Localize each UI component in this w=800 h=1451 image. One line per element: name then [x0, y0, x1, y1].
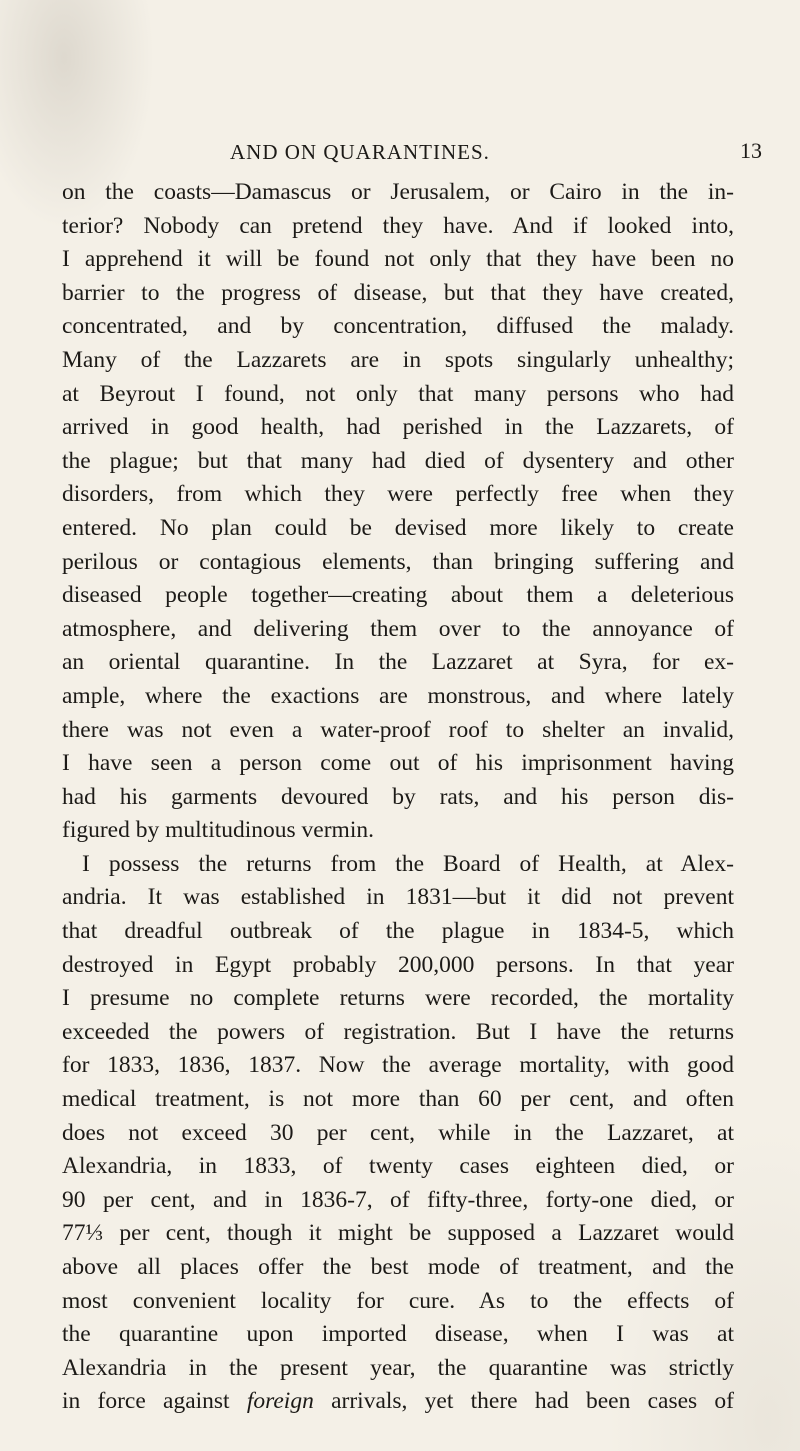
- text-line: figured by multitudinous vermin.: [62, 817, 374, 844]
- text-line-final: [62, 1385, 734, 1419]
- text-line: entered. No plan could be devised more likely to create: [62, 514, 734, 541]
- text-line: I possess the returns from the Board of Health, at Alex-: [82, 850, 734, 877]
- final-line-before: in force against: [62, 1388, 247, 1415]
- text-line: 77⅓ per cent, though it might be supposed a Lazzaret would: [62, 1220, 734, 1247]
- text-line: above all places offer the best mode of treatment, and the: [62, 1254, 734, 1280]
- final-line-after: arrivals, yet there had been cases of: [313, 1388, 734, 1415]
- body-text: [62, 176, 734, 1419]
- text-line: medical treatment, is not more than 60 per cent, and often: [62, 1086, 734, 1113]
- final-line-italic: foreign: [246, 1388, 314, 1415]
- text-line: barrier to the progress of disease, but that they have created,: [62, 279, 734, 306]
- text-line: atmosphere, and delivering them over to the annoyance of: [62, 615, 734, 642]
- text-line: had his garments devoured by rats, and his person dis-: [62, 783, 734, 810]
- text-line: for 1833, 1836, 1837. Now the average mortality, with good: [62, 1052, 734, 1079]
- text-line: andria. It was established in 1831—but it did not prevent: [62, 884, 734, 911]
- text-line: destroyed in Egypt probably 200,000 persons. In that year: [62, 951, 734, 978]
- text-line: most convenient locality for cure. As to the effects of: [62, 1287, 734, 1314]
- text-line: Many of the Lazzarets are in spots singularly unhealthy;: [62, 346, 734, 373]
- text-line: the quarantine upon imported disease, when I was at: [62, 1321, 734, 1348]
- text-line: arrived in good health, had perished in the Lazzarets, of: [62, 414, 734, 441]
- page-number: 13: [740, 138, 762, 163]
- text-line: 90 per cent, and in 1836-7, of fifty-three, forty-one died, or: [62, 1186, 734, 1213]
- text-line: the plague; but that many had died of dysentery and other: [62, 447, 734, 474]
- text-line: Alexandria, in 1833, of twenty cases eighteen died, or: [62, 1153, 734, 1180]
- text-line: an oriental quarantine. In the Lazzaret at Syra, for ex-: [62, 649, 734, 676]
- text-line: exceeded the powers of registration. But I have the returns: [62, 1018, 734, 1045]
- text-line: at Beyrout I found, not only that many persons who had: [62, 380, 734, 407]
- text-line: terior? Nobody can pretend they have. And if looked into,: [62, 212, 734, 239]
- text-line: Alexandria in the present year, the quarantine was strictly: [62, 1354, 734, 1381]
- text-line: does not exceed 30 per cent, while in the Lazzaret, at: [62, 1119, 734, 1146]
- text-line: that dreadful outbreak of the plague in 1834-5, which: [62, 918, 734, 945]
- text-line: diseased people together—creating about them a deleterious: [62, 582, 734, 609]
- text-line: I apprehend it will be found not only that they have been no: [62, 246, 734, 273]
- text-line: perilous or contagious elements, than bringing suffering and: [62, 548, 734, 575]
- text-line: I presume no complete returns were recorded, the mortality: [62, 985, 734, 1012]
- text-line: there was not even a water-proof roof to shelter an invalid,: [62, 716, 734, 743]
- text-line: on the coasts—Damascus or Jerusalem, or Cairo in the in-: [62, 179, 734, 205]
- text-line: concentrated, and by concentration, diffused the malady.: [62, 313, 734, 340]
- text-line: ample, where the exactions are monstrous, and where lately: [62, 682, 734, 709]
- running-head: AND ON QUARANTINES.: [230, 140, 490, 164]
- text-line: I have seen a person come out of his imprisonment having: [62, 750, 734, 777]
- text-line: disorders, from which they were perfectly free when they: [62, 481, 734, 508]
